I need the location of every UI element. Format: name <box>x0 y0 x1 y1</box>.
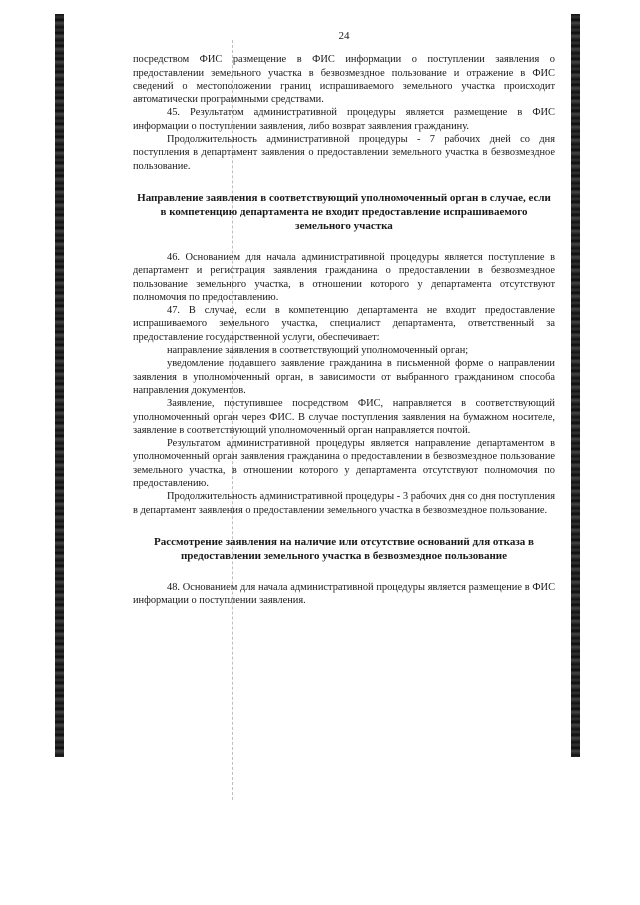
paragraph-47-item-2: уведомление подавшего заявление гражданина в письменной форме о направлении заявления в уполномоченный орган, в зависимости от выбранного гражданином способа направления документов. <box>133 358 555 396</box>
paragraph-47: 47. В случае, если в компетенцию департамента не входит предоставление испрашиваемого земельного участка, специалист департамента, ответственный за предоставление государственной услуги, обеспечивает: <box>133 305 555 343</box>
paragraph-fis-forwarding: Заявление, поступившее посредством ФИС, направляется в соответствующий уполномоченный орган через ФИС. В случае поступления заявления на бумажном носителе, заявление в соответствующий уполномоченный орган направляется почтой. <box>133 398 555 436</box>
paragraph-48: 48. Основанием для начала административной процедуры является размещение в ФИС информации о поступлении заявления. <box>133 581 555 607</box>
paragraph-continued: посредством ФИС размещение в ФИС информации о поступлении заявления о предоставлении земельного участка в безвозмездное пользование и отражение в ФИС сведений о местоположении границ испрашиваемого земельного участка происходит автоматически программными средствами. <box>133 54 555 106</box>
scan-edge-right <box>571 14 580 757</box>
paragraph-duration-3-days: Продолжительность административной процедуры - 3 рабочих дня со дня поступления в департамент заявления о предоставлении земельного участка в безвозмездное пользование. <box>133 491 555 516</box>
paragraph-result: Результатом административной процедуры является направление департаментом в уполномоченный орган заявления гражданина о предоставлении в безвозмездное пользование земельного участка, в отношении которого у департамента отсутствуют полномочия по предоставлению. <box>133 438 555 490</box>
page-number: 24 <box>338 30 350 42</box>
section-heading-review: Рассмотрение заявления на наличие или отсутствие оснований для отказа в предоставлении земельного участка в безвозмездное пользование <box>154 535 534 562</box>
section-heading-redirection: Направление заявления в соответствующий уполномоченный орган в случае, если в компетенцию департамента не входит предоставление испрашиваемого земельного участка <box>137 191 551 232</box>
paragraph-45: 45. Результатом административной процедуры является размещение в ФИС информации о поступлении заявления, либо возврат заявления гражданину. <box>133 107 555 132</box>
paragraph-duration-7-days: Продолжительность административной процедуры - 7 рабочих дней со дня поступления в департамент заявления о предоставлении земельного участка в безвозмездное пользование. <box>133 134 555 172</box>
scan-edge-left <box>55 14 64 757</box>
document-page <box>133 30 555 608</box>
paragraph-46: 46. Основанием для начала административной процедуры является поступление в департамент и регистрация заявления гражданина о предоставлении в безвозмездное пользование земельного участка, в отношении которого у департамента отсутствуют полномочия по предоставлению. <box>133 251 555 303</box>
paragraph-47-item-1: направление заявления в соответствующий уполномоченный орган; <box>167 345 469 357</box>
